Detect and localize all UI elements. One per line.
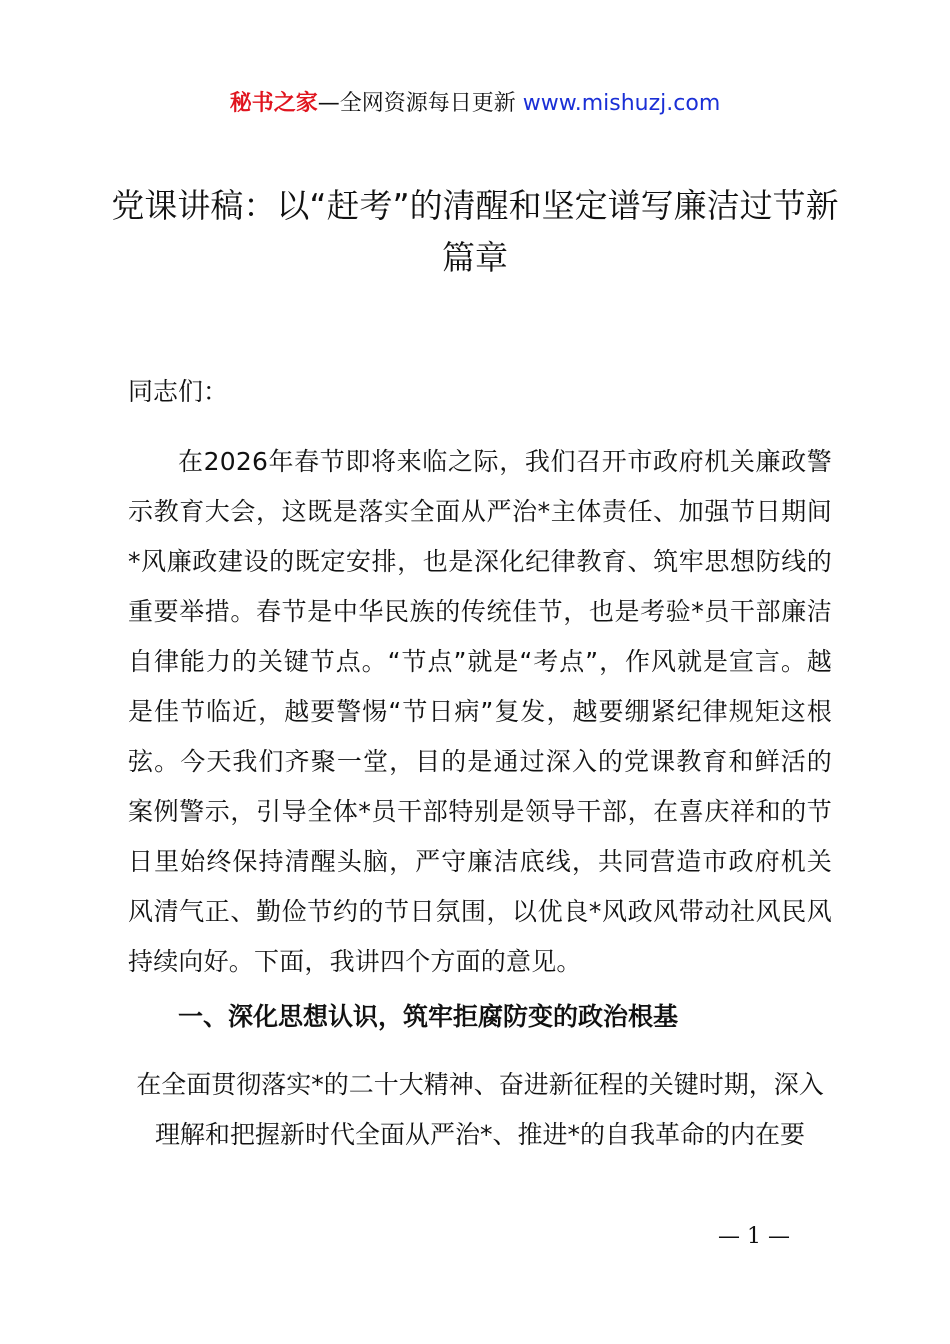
document-title: 党课讲稿：以“赶考”的清醒和坚定谱写廉洁过节新篇章 [111,186,839,277]
page-number: — 1 — [718,1224,790,1249]
intro-paragraph: 在2026年春节即将来临之际，我们召开市政府机关廉政警示教育大会，这既是落实全面从严治*主体责任、加强节日期间*风廉政建设的既定安排，也是深化纪律教育、筑牢思想防线的重要举措。春节是中华民族的传统佳节，也是考验*员干部廉洁自律能力的关键节点。“节点”就是“考点”，作风就是宣言。越是佳节临近，越要警惕“节日病”复发，越要绷紧纪律规矩这根弦。今天我们齐聚一堂，目的是通过深入的党课教育和鲜活的案例警示，引导全体*员干部特别是领导干部，在喜庆祥和的节日里始终保持清醒头脑，严守廉洁底线，共同营造市政府机关风清气正、勤俭节约的节日氛围，以优良*风政风带动社风民风持续向好。下面，我讲四个方面的意见。 [128,447,832,976]
header-tagline: —全网资源每日更新 [317,91,523,116]
brand-name: 秘书之家 [229,91,318,116]
website-url[interactable]: www.mishuzj.com [522,91,721,116]
salutation: 同志们： [128,377,229,406]
site-header [0,88,950,120]
section-1-heading: 一、深化思想认识，筑牢拒腐防变的政治根基 [178,1002,679,1031]
section-1-body: 在全面贯彻落实*的二十大精神、奋进新征程的关键时期，深入理解和把握新时代全面从严治*、推进*的自我革命的内在要 [136,1070,824,1149]
